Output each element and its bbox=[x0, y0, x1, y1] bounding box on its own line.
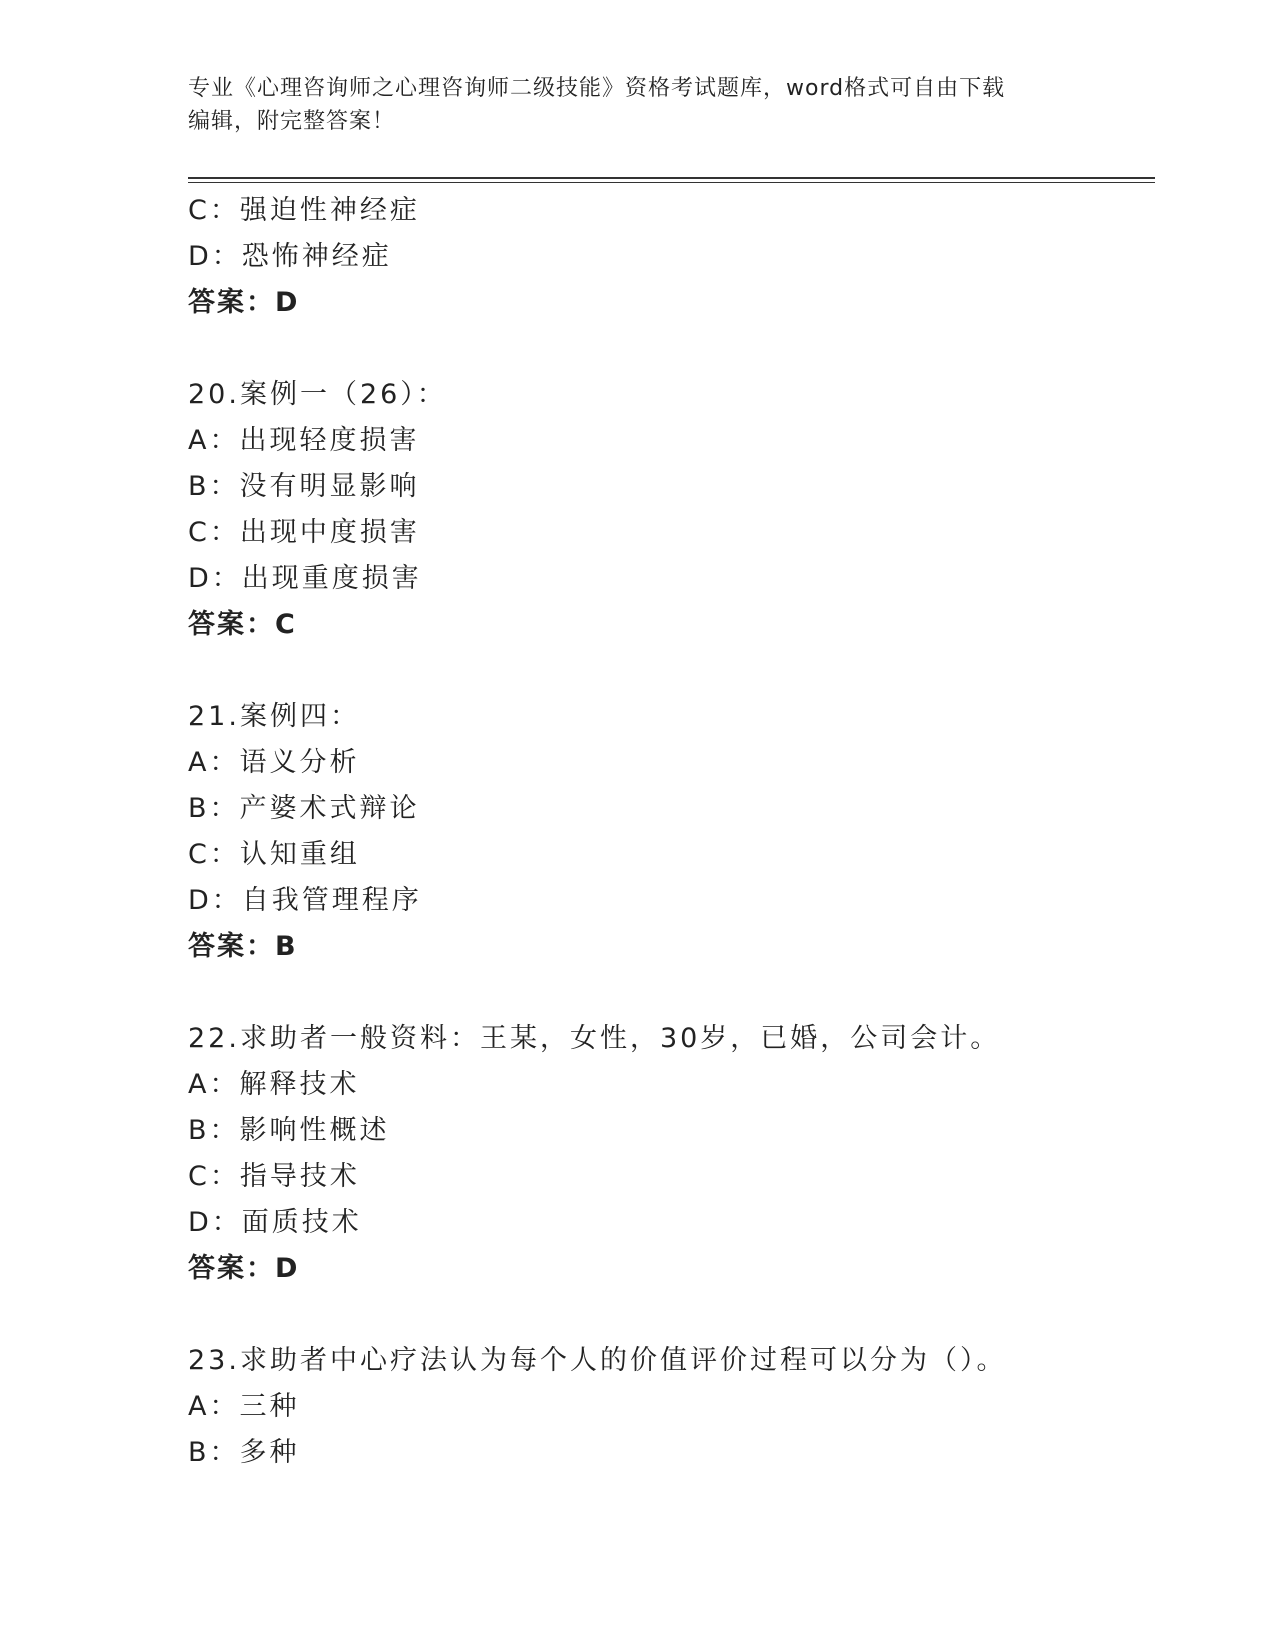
question-21-block bbox=[188, 694, 1155, 970]
option-d: D：自我管理程序 bbox=[188, 885, 422, 916]
spacer bbox=[188, 326, 1155, 372]
option-b: B：多种 bbox=[188, 1437, 300, 1468]
document-header bbox=[188, 72, 1088, 138]
option-c: C：指导技术 bbox=[188, 1161, 360, 1192]
option-a: A：解释技术 bbox=[188, 1069, 360, 1100]
spacer bbox=[188, 648, 1155, 694]
option-c: C：认知重组 bbox=[188, 839, 360, 870]
header-line-2: 编辑，附完整答案！ bbox=[188, 109, 396, 134]
option-a: A：语义分析 bbox=[188, 747, 360, 778]
header-divider-thin bbox=[188, 182, 1155, 183]
option-a: A：三种 bbox=[188, 1391, 300, 1422]
option-b: B：产婆术式辩论 bbox=[188, 793, 420, 824]
question-title: 23.求助者中心疗法认为每个人的价值评价过程可以分为（）。 bbox=[188, 1345, 1007, 1376]
question-title: 22.求助者一般资料：王某，女性，30岁，已婚，公司会计。 bbox=[188, 1023, 1001, 1054]
spacer bbox=[188, 970, 1155, 1016]
question-19-block bbox=[188, 188, 1155, 326]
question-title: 21.案例四： bbox=[188, 701, 360, 732]
question-20-block bbox=[188, 372, 1155, 648]
question-list bbox=[188, 188, 1155, 1476]
header-divider-thick bbox=[188, 177, 1155, 179]
option-a: A：出现轻度损害 bbox=[188, 425, 420, 456]
answer: 答案：D bbox=[188, 287, 300, 318]
option-d: D：出现重度损害 bbox=[188, 563, 422, 594]
question-22-block bbox=[188, 1016, 1155, 1292]
option-d: D：面质技术 bbox=[188, 1207, 362, 1238]
answer: 答案：D bbox=[188, 1253, 300, 1284]
spacer bbox=[188, 1292, 1155, 1338]
option-b: B：影响性概述 bbox=[188, 1115, 390, 1146]
answer: 答案：C bbox=[188, 609, 297, 640]
header-line-1: 专业《心理咨询师之心理咨询师二级技能》资格考试题库，word格式可自由下载 bbox=[188, 76, 1006, 101]
option-c: C：出现中度损害 bbox=[188, 517, 420, 548]
option-c: C：强迫性神经症 bbox=[188, 195, 420, 226]
option-b: B：没有明显影响 bbox=[188, 471, 420, 502]
answer: 答案：B bbox=[188, 931, 298, 962]
question-title: 20.案例一（26）： bbox=[188, 379, 447, 410]
question-23-block bbox=[188, 1338, 1155, 1476]
option-d: D：恐怖神经症 bbox=[188, 241, 392, 272]
